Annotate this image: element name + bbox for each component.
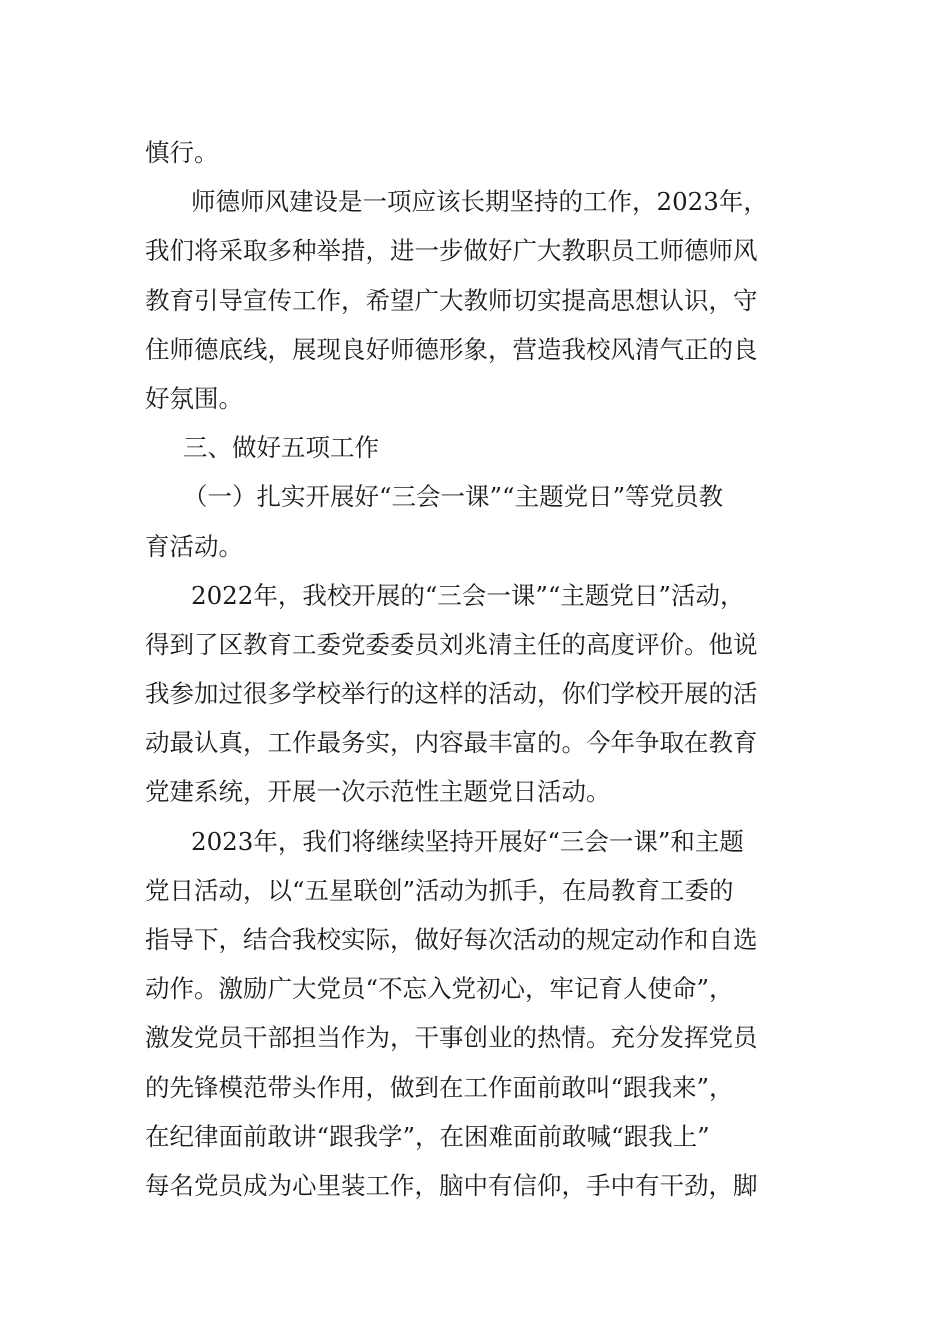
text-line: 好氛围。: [145, 383, 243, 413]
paragraph-start-line: 师德师风建设是一项应该长期坚持的工作，2023年，: [191, 187, 768, 217]
text-line: 得到了区教育工委党委委员刘兆清主任的高度评价。他说: [145, 629, 758, 659]
document-body: [145, 128, 825, 1210]
section-heading: 三、做好五项工作: [183, 433, 379, 463]
subsection-heading: （一）扎实开展好“三会一课”“主题党日”等党员教: [183, 482, 724, 512]
text-line: 的先锋模范带头作用，做到在工作面前敢叫“跟我来”，: [145, 1072, 734, 1102]
text-line: 育活动。: [145, 531, 243, 561]
text-line: 我参加过很多学校举行的这样的活动，你们学校开展的活: [145, 679, 758, 709]
text-line: 我们将采取多种举措，进一步做好广大教职员工师德师风: [145, 236, 758, 266]
text-line: 慎行。: [145, 138, 219, 167]
paragraph-start-line: 2023年，我们将继续坚持开展好“三会一课”和主题: [191, 826, 744, 856]
text-line: 在纪律面前敢讲“跟我学”，在困难面前敢喊“跟我上”: [145, 1121, 710, 1151]
text-line: 激发党员干部担当作为，干事创业的热情。充分发挥党员: [145, 1023, 758, 1053]
text-line: 动作。激励广大党员“不忘入党初心，牢记育人使命”，: [145, 974, 734, 1004]
text-line: 每名党员成为心里装工作，脑中有信仰，手中有干劲，脚: [145, 1170, 758, 1200]
text-line: 住师德底线，展现良好师德形象，营造我校风清气正的良: [145, 334, 758, 364]
text-line: 党日活动，以“五星联创”活动为抓手，在局教育工委的: [145, 875, 734, 905]
text-line: 党建系统，开展一次示范性主题党日活动。: [145, 777, 611, 807]
text-line: 指导下，结合我校实际，做好每次活动的规定动作和自选: [145, 925, 758, 954]
paragraph-start-line: 2022年，我校开展的“三会一课”“主题党日”活动，: [191, 580, 745, 610]
text-line: 动最认真，工作最务实，内容最丰富的。今年争取在教育: [145, 728, 758, 758]
text-line: 教育引导宣传工作，希望广大教师切实提高思想认识，守: [145, 285, 758, 315]
